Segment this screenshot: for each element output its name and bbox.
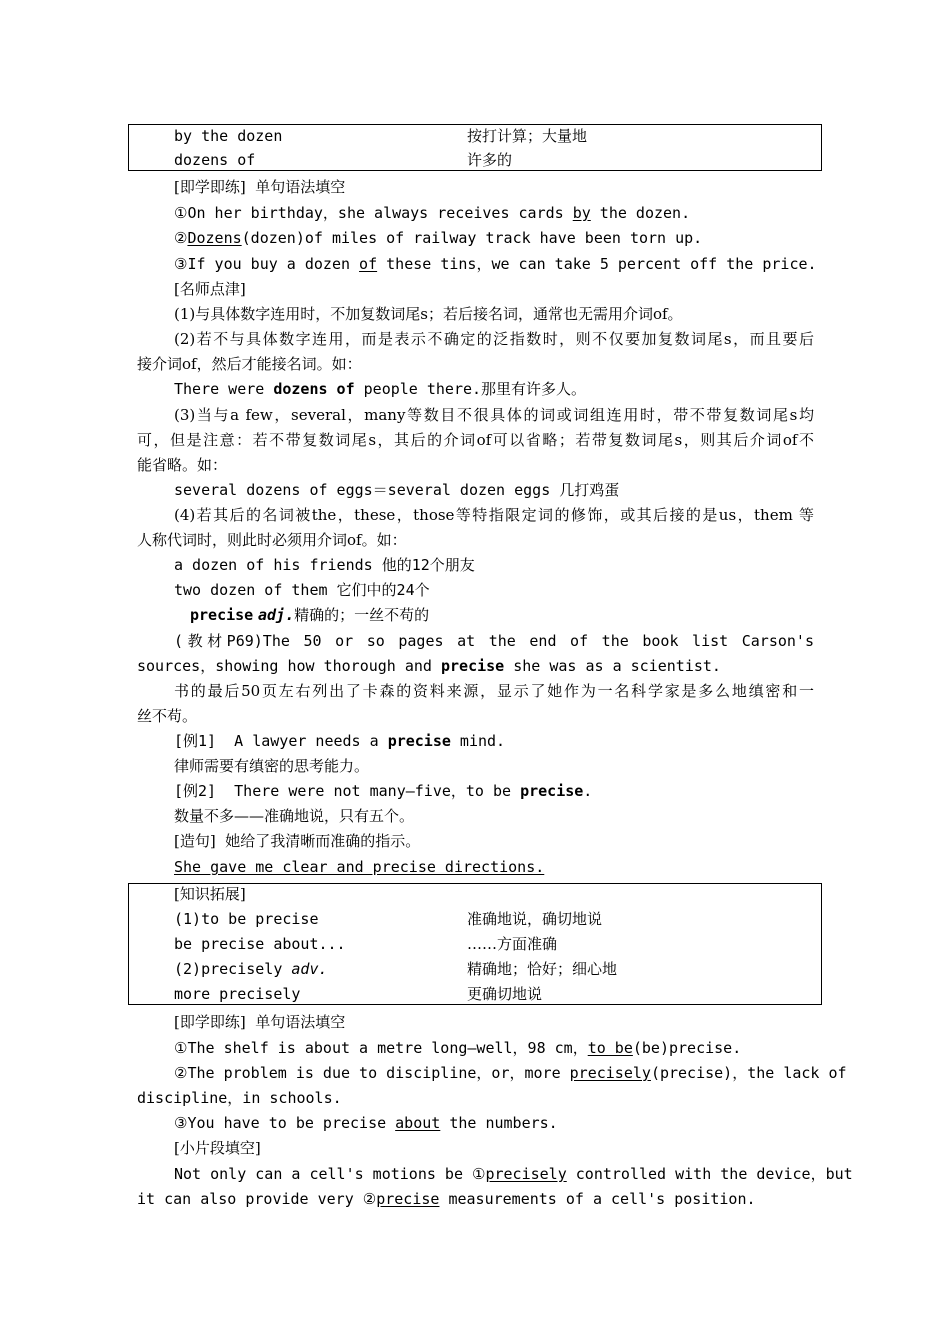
table-row-en: more precisely <box>174 985 301 1003</box>
tips-paragraph: (3)当与a few，several，many等数目不很具体的词或词组连用时，带不带复数词尾s均 <box>174 406 814 424</box>
vocab-heading: precise adj.精确的；一丝不苟的 <box>190 606 430 624</box>
table-row-en: dozens of <box>174 151 256 169</box>
practice-question-1: ①On her birthday，she always receives cards by the dozen. <box>174 204 691 222</box>
tips-example: a dozen of his friends 他的12个朋友 <box>174 556 475 574</box>
tips-example: several dozens of eggs＝several dozen eggs 几打鸡蛋 <box>174 481 620 499</box>
tips-example: two dozen of them 它们中的24个 <box>174 581 430 599</box>
tips-paragraph: (2)若不与具体数字连用，而是表示不确定的泛指数时，则不仅要加复数词尾s，而且要后 <box>174 330 814 348</box>
textbook-sentence: sources，showing how thorough and precise she was as a scientist. <box>137 657 721 675</box>
tips-example: There were dozens of people there.那里有许多人。 <box>174 380 587 398</box>
tips-paragraph: 能省略。如： <box>137 456 228 474</box>
practice-question-2: ②The problem is due to discipline，or，more precisely(precise)，the lack of <box>174 1064 847 1082</box>
tips-paragraph: (4)若其后的名词被the，these，those等特指限定词的修饰，或其后接的是us，them 等 <box>174 506 814 524</box>
practice-question-3: ③You have to be precise about the numbers. <box>174 1114 558 1132</box>
tips-header: [名师点津] <box>174 280 246 298</box>
tips-paragraph: (1)与具体数字连用时，不加复数词尾s；若后接名词，通常也无需用介词of。 <box>174 305 683 323</box>
fill-header: [小片段填空] <box>174 1139 261 1157</box>
example-sentence: [例2] There were not many—five，to be precise. <box>174 782 593 800</box>
textbook-sentence: (教材P69)The 50 or so pages at the end of the book list Carson's <box>174 632 814 650</box>
table-row-cn: 许多的 <box>467 151 513 169</box>
tips-paragraph: 可，但是注意：若不带复数词尾s，其后的介词of可以省略；若带复数词尾s，则其后介词of不 <box>137 431 814 449</box>
tips-paragraph: 人称代词时，则此时必须用介词of。如： <box>137 531 407 549</box>
sentence-making-answer: She gave me clear and precise directions. <box>174 858 545 876</box>
table-row-en: be precise about... <box>174 935 346 953</box>
practice-question-2-cont: discipline，in schools. <box>137 1089 342 1107</box>
table-row-en: by the dozen <box>174 127 283 145</box>
table-header: [知识拓展] <box>174 885 246 903</box>
tips-paragraph: 接介词of，然后才能接名词。如： <box>137 355 362 373</box>
example-translation: 数量不多——准确地说，只有五个。 <box>174 807 415 825</box>
table-row-cn: 精确地；恰好；细心地 <box>467 960 618 978</box>
example-translation: 律师需要有缜密的思考能力。 <box>174 757 370 775</box>
fill-paragraph: it can also provide very ②precise measurements of a cell's position. <box>137 1190 756 1208</box>
table-row-en: (2)precisely adv. <box>174 960 328 978</box>
practice-question-1: ①The shelf is about a metre long—well，98 cm，to be(be)precise. <box>174 1039 742 1057</box>
sentence-making-prompt: [造句] 她给了我清晰而准确的指示。 <box>174 832 421 850</box>
practice-header: [即学即练] 单句语法填空 <box>174 178 346 196</box>
practice-question-3: ③If you buy a dozen of these tins，we can take 5 percent off the price. <box>174 255 817 273</box>
table-row-cn: ……方面准确 <box>467 935 558 953</box>
table-row-cn: 更确切地说 <box>467 985 543 1003</box>
fill-paragraph: Not only can a cell's motions be ①precisely controlled with the device，but <box>174 1165 853 1183</box>
translation: 书的最后50页左右列出了卡森的资料来源，显示了她作为一名科学家是多么地缜密和一 <box>174 682 814 700</box>
table-row-cn: 按打计算；大量地 <box>467 127 588 145</box>
practice-question-2: ②Dozens(dozen)of miles of railway track have been torn up. <box>174 229 703 247</box>
practice-header: [即学即练] 单句语法填空 <box>174 1013 346 1031</box>
example-sentence: [例1] A lawyer needs a precise mind. <box>174 732 506 750</box>
translation: 丝不苟。 <box>137 707 198 725</box>
table-row-en: (1)to be precise <box>174 910 319 928</box>
table-row-cn: 准确地说，确切地说 <box>467 910 603 928</box>
